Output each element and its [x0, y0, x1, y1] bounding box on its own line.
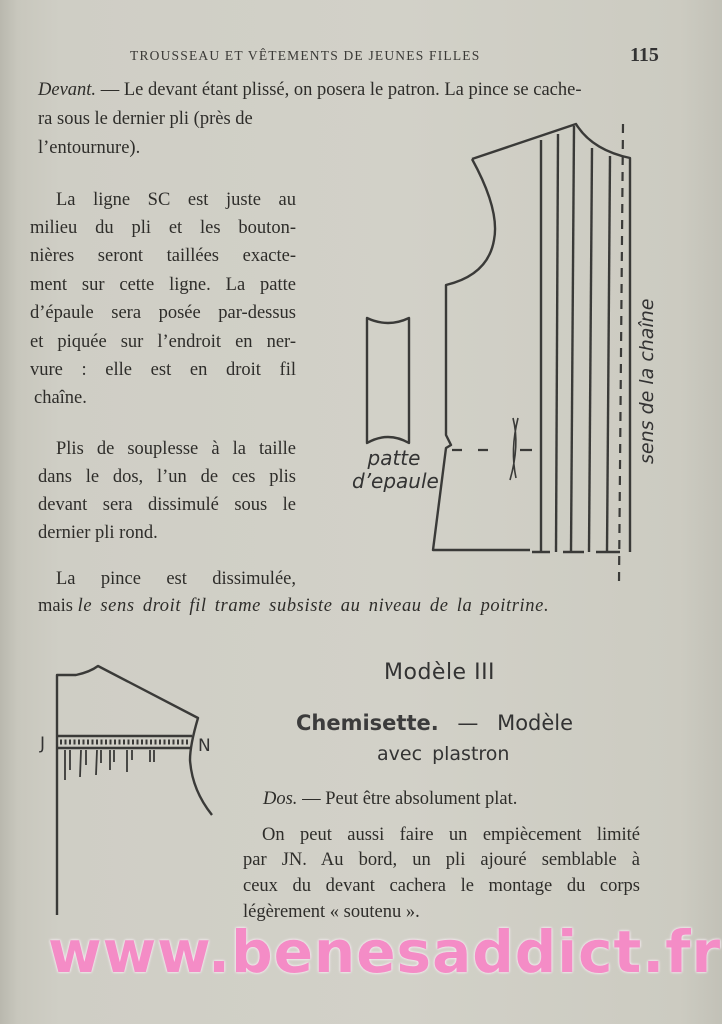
- text-line: milieu du pli et les bouton-: [30, 218, 296, 238]
- pince-line-2-italic: le sens droit fil trame subsiste au niveau de la poitrine.: [77, 596, 550, 616]
- text-line: On peut aussi faire un empiècement limité: [262, 825, 640, 845]
- dos-line-text: — Peut être absolument plat.: [297, 789, 518, 809]
- modele-title: [296, 711, 573, 735]
- modele-subtitle: avec plastron: [377, 743, 510, 765]
- watermark: www.benesaddict.fr: [48, 918, 722, 986]
- text-line: par JN. Au bord, un pli ajouré semblable à: [243, 850, 640, 870]
- page-number: 115: [630, 44, 659, 66]
- devant-line-2: ra sous le dernier pli (près de: [38, 109, 253, 129]
- label-sens-de-la-chaine: sens de la chaîne: [636, 298, 658, 464]
- text-line: La ligne SC est juste au: [56, 190, 296, 210]
- modele-heading: Modèle III: [384, 660, 496, 685]
- text-line: légèrement « soutenu ».: [243, 902, 420, 922]
- modele-title-bold: Chemisette.: [296, 711, 439, 735]
- text-line: et piquée sur l’endroit en ner-: [30, 332, 296, 352]
- label-n: N: [198, 736, 211, 756]
- text-line: devant sera dissimulé sous le: [38, 495, 296, 515]
- text-line: vure : elle est en droit fil: [30, 360, 296, 380]
- text-line: chaîne.: [34, 388, 87, 408]
- text-line: dans le dos, l’un de ces plis: [38, 467, 296, 487]
- text-line: Plis de souplesse à la taille: [56, 439, 296, 459]
- text-line: ceux du devant cachera le montage du corps: [243, 876, 640, 896]
- devant-line-3: l’entournure).: [38, 138, 141, 158]
- pince-line-1: La pince est dissimulée,: [56, 569, 296, 589]
- modele-title-rest: — Modèle: [438, 711, 574, 735]
- dos-line: [263, 790, 517, 809]
- dos-lead-word: Dos.: [263, 789, 298, 809]
- text-line: d’épaule sera posée par-dessus: [30, 303, 296, 323]
- label-patte-line-1: patte: [367, 446, 421, 470]
- running-header-title: TROUSSEAU ET VÊTEMENTS DE JEUNES FILLES: [130, 48, 481, 63]
- devant-lead-word: Devant.: [38, 80, 97, 100]
- text-line: ment sur cette ligne. La patte: [30, 275, 296, 295]
- label-patte-line-2: d’epaule: [352, 469, 439, 493]
- text-line: dernier pli rond.: [38, 523, 158, 543]
- label-j: J: [40, 734, 46, 754]
- pince-line-2-lead: mais: [38, 596, 78, 616]
- devant-line-1-text: — Le devant étant plissé, on posera le patron. La pince se cache-: [96, 80, 582, 100]
- text-line: nières seront taillées exacte-: [30, 246, 296, 266]
